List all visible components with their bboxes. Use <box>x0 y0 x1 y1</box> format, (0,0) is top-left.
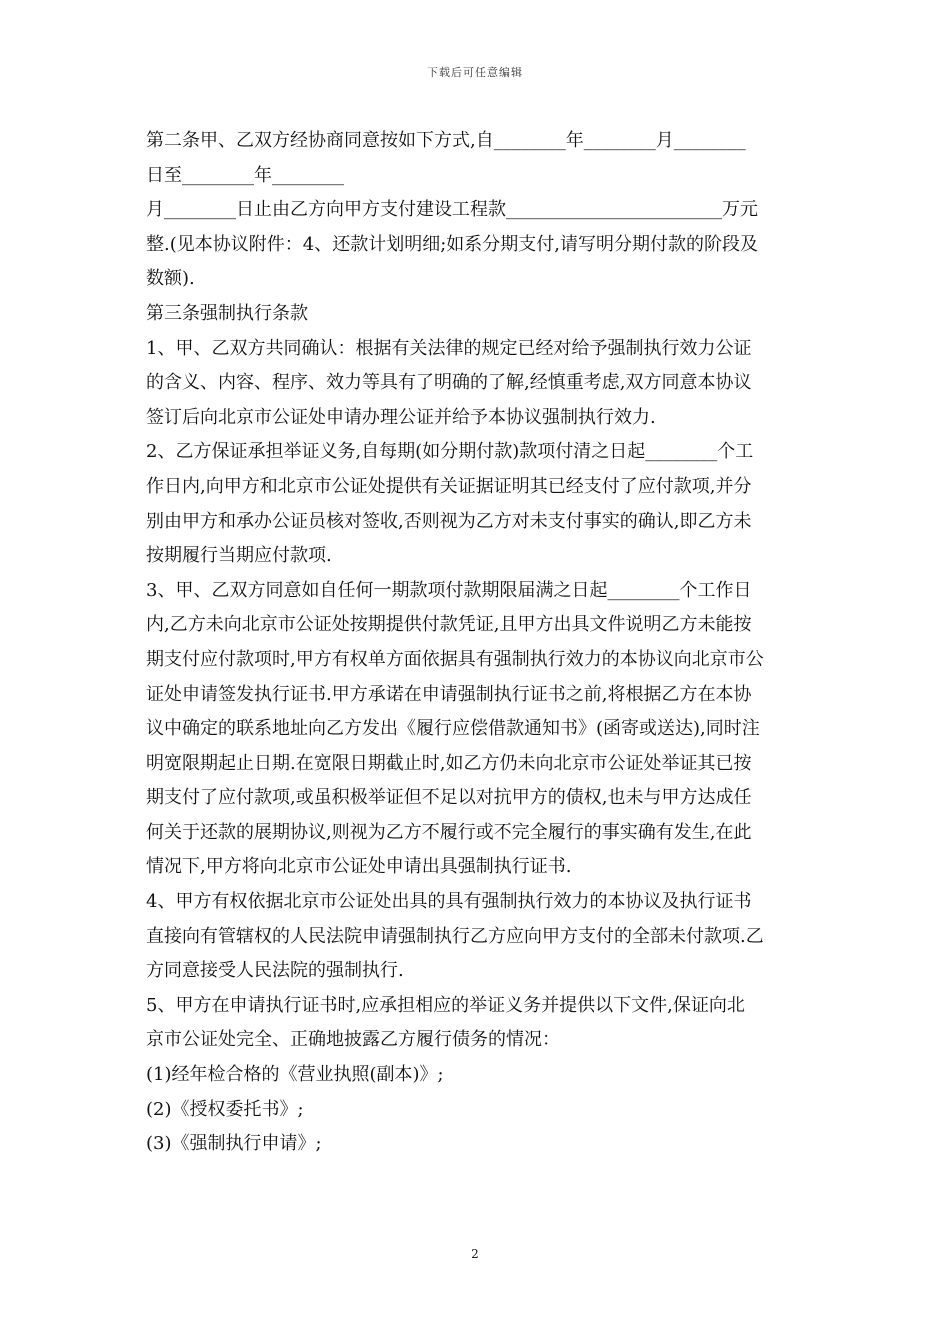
text-line: 何关于还款的展期协议,则视为乙方不履行或不完全履行的事实确有发生,在此 <box>146 821 752 843</box>
text-line: 数额). <box>146 268 195 290</box>
text-line: 作日内,向甲方和北京市公证处提供有关证据证明其已经支付了应付款项,并分 <box>146 475 752 497</box>
text-line: 别由甲方和承办公证员核对签收,否则视为乙方对未支付事实的确认,即乙方未 <box>146 510 752 532</box>
text-line: 期支付应付款项时,甲方有权单方面依据具有强制执行效力的本协议向北京市公 <box>146 648 764 670</box>
section-heading: 第三条强制执行条款 <box>146 302 308 324</box>
text-line: 明宽限期起止日期.在宽限日期截止时,如乙方仍未向北京市公证处举证其已按 <box>146 752 752 774</box>
text-line: 直接向有管辖权的人民法院申请强制执行乙方应向甲方支付的全部未付款项.乙 <box>146 925 764 947</box>
text-line: 期支付了应付款项,或虽积极举证但不足以对抗甲方的债权,也未与甲方达成任 <box>146 787 752 809</box>
text-line: 整.(见本协议附件：4、还款计划明细;如系分期支付,请写明分期付款的阶段及 <box>146 233 758 255</box>
text-line: 证处申请签发执行证书.甲方承诺在申请强制执行证书之前,将根据乙方在本协 <box>146 683 752 705</box>
text-line: 2、乙方保证承担举证义务,自每期(如分期付款)款项付清之日起________个工 <box>146 441 754 463</box>
text-line: 京市公证处完全、正确地披露乙方履行债务的情况： <box>146 1029 560 1051</box>
text-line: 议中确定的联系地址向乙方发出《履行应偿借款通知书》(函寄或送达),同时注 <box>146 718 760 740</box>
page-number: 2 <box>471 1247 479 1261</box>
text-line: 情况下,甲方将向北京市公证处申请出具强制执行证书. <box>146 856 572 878</box>
text-line: 内,乙方未向北京市公证处按期提供付款凭证,且甲方出具文件说明乙方未能按 <box>146 614 752 636</box>
text-line: 4、甲方有权依据北京市公证处出具的具有强制执行效力的本协议及执行证书 <box>146 891 752 913</box>
text-line: 方同意接受人民法院的强制执行. <box>146 960 404 982</box>
text-line: 签订后向北京市公证处申请办理公证并给予本协议强制执行效力. <box>146 406 656 428</box>
text-line: 1、甲、乙双方共同确认：根据有关法律的规定已经对给予强制执行效力公证 <box>146 337 752 359</box>
text-line: 3、甲、乙双方同意如自任何一期款项付款期限届满之日起________个工作日 <box>146 579 752 601</box>
text-line: 5、甲方在申请执行证书时,应承担相应的举证义务并提供以下文件,保证向北 <box>146 994 745 1016</box>
text-line: 日至________年________ <box>146 164 344 186</box>
text-line: 第二条甲、乙双方经协商同意按如下方式,自________年________月________ <box>146 130 746 151</box>
document-body <box>146 124 811 1162</box>
list-item: (1)经年检合格的《营业执照(副本)》; <box>146 1064 444 1086</box>
text-line: 月________日止由乙方向甲方支付建设工程款________________________万元 <box>146 199 758 221</box>
list-item: (3)《强制执行申请》; <box>146 1133 322 1155</box>
text-line: 的含义、内容、程序、效力等具有了明确的了解,经慎重考虑,双方同意本协议 <box>146 372 752 394</box>
list-item: (2)《授权委托书》; <box>146 1098 304 1120</box>
text-line: 按期履行当期应付款项. <box>146 545 332 567</box>
page-header: 下载后可任意编辑 <box>427 66 523 79</box>
